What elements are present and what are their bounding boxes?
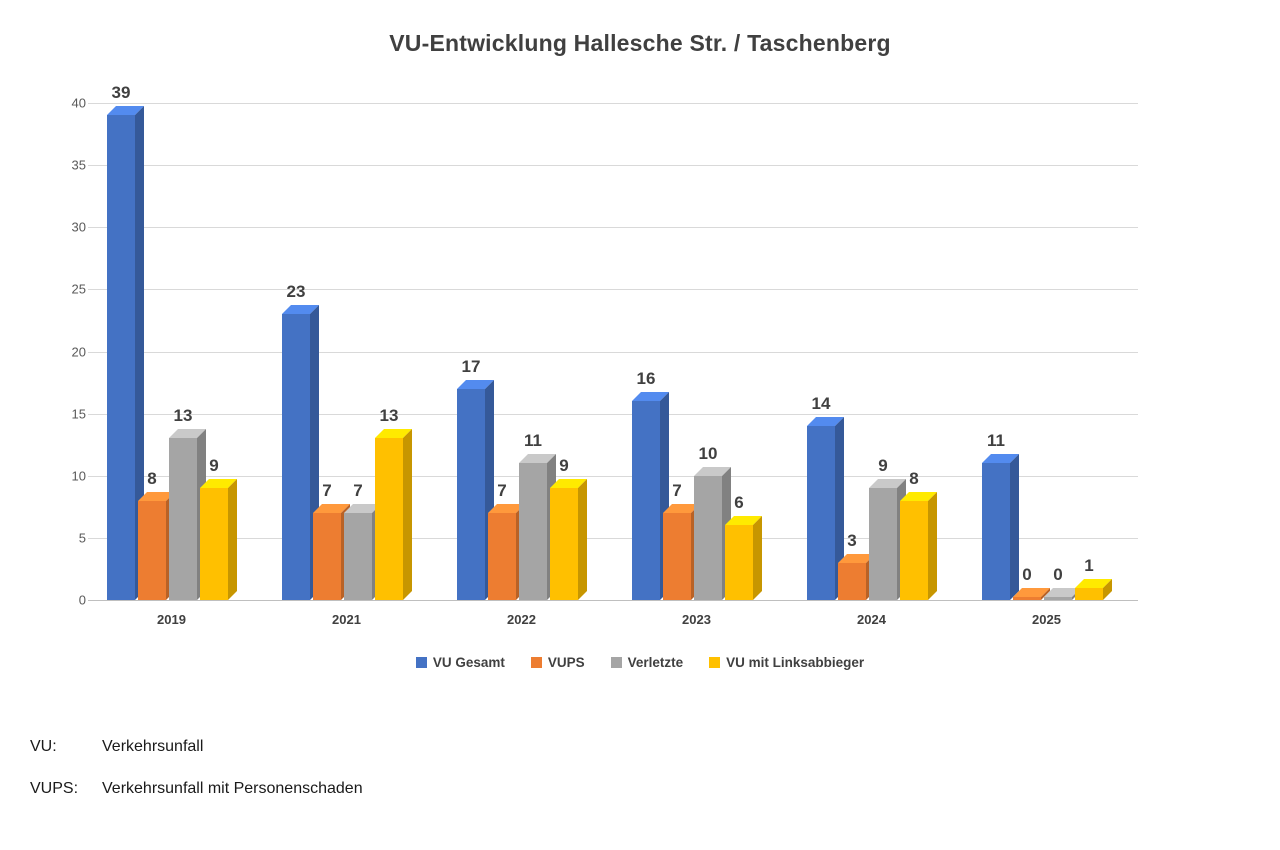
bar-value-label: 14 (811, 394, 831, 414)
bar-value-label: 9 (209, 456, 219, 476)
bar-face (838, 563, 866, 600)
bar-side (228, 479, 237, 600)
legend-item[interactable] (611, 655, 684, 670)
bar (1075, 555, 1103, 600)
bar-face (982, 463, 1010, 600)
bar-face (169, 438, 197, 600)
bar-face (807, 426, 835, 600)
bar (169, 406, 197, 600)
bar-group (438, 103, 613, 600)
bar-side (1010, 454, 1019, 600)
bar-face (138, 501, 166, 600)
footnote-key: VU: (30, 738, 57, 755)
legend-swatch (611, 657, 622, 668)
bar-value-label: 7 (497, 481, 507, 501)
bar (1044, 565, 1072, 600)
bar-value-label: 9 (878, 456, 888, 476)
bar-value-label: 13 (173, 406, 193, 426)
bar-value-label: 11 (524, 431, 542, 451)
bar-face (457, 389, 485, 600)
bar (488, 481, 516, 600)
bar-value-label: 10 (698, 443, 718, 463)
bar (282, 282, 310, 600)
bar-value-label: 11 (987, 431, 1005, 451)
y-tick-label: 10 (71, 468, 86, 484)
bar-face (663, 513, 691, 600)
bar (375, 406, 403, 600)
bar-value-label: 0 (1022, 565, 1032, 584)
x-axis-label: 2021 (332, 612, 361, 627)
bar-face (344, 513, 372, 600)
bar (725, 493, 753, 600)
bar (138, 468, 166, 600)
bar-value-label: 7 (353, 481, 363, 501)
y-tick-label: 0 (78, 592, 86, 608)
bar-face (313, 513, 341, 600)
bar-value-label: 0 (1053, 565, 1063, 584)
y-tick-label: 30 (71, 219, 86, 235)
bar-value-label: 7 (322, 481, 332, 501)
bar-group (88, 83, 263, 600)
bar-side (578, 479, 587, 600)
bar-face (632, 401, 660, 600)
x-axis-label: 2023 (682, 612, 711, 627)
x-axis-label: 2022 (507, 612, 536, 627)
bar (313, 481, 341, 600)
bar (344, 481, 372, 600)
bar-face (550, 488, 578, 600)
bar-face (107, 115, 135, 600)
bar-face (519, 463, 547, 600)
bar-group (788, 103, 963, 600)
bar (107, 83, 135, 600)
bar-value-label: 17 (461, 356, 481, 376)
y-tick-label: 15 (71, 406, 86, 422)
bar (519, 431, 547, 600)
bar-value-label: 23 (286, 282, 306, 302)
bar (457, 356, 485, 600)
bar (807, 394, 835, 600)
bar-face (725, 525, 753, 600)
bar-face (375, 438, 403, 600)
footnote-text: Verkehrsunfall mit Personenschaden (102, 780, 363, 797)
legend-swatch (416, 657, 427, 668)
legend-label: VU Gesamt (432, 655, 505, 670)
bar-group (613, 103, 788, 600)
bar (900, 468, 928, 600)
bar-face (694, 476, 722, 600)
plot-area (71, 83, 1138, 608)
footnote-key: VUPS: (30, 780, 79, 797)
bar-side (753, 516, 762, 600)
bar (838, 530, 866, 600)
bar-face (488, 513, 516, 600)
legend-swatch (531, 657, 542, 668)
bar-value-label: 8 (147, 468, 157, 488)
bar (550, 456, 578, 600)
legend-item[interactable] (416, 655, 505, 670)
y-tick-label: 5 (78, 530, 86, 546)
footnote-text: Verkehrsunfall (102, 738, 204, 755)
bar-value-label: 6 (734, 493, 744, 513)
bar (200, 456, 228, 600)
bar-side (928, 492, 937, 600)
bar (1013, 565, 1041, 600)
legend-item[interactable] (709, 655, 864, 670)
bar-face (200, 488, 228, 600)
bar-value-label: 13 (379, 406, 399, 426)
bar-group (963, 103, 1138, 600)
bar-value-label: 1 (1084, 555, 1094, 575)
bar (632, 369, 660, 600)
x-axis-label: 2025 (1032, 612, 1061, 627)
legend-item[interactable] (531, 655, 585, 670)
footnote-row (30, 738, 363, 756)
grid-line (88, 600, 1138, 601)
footnotes (30, 738, 363, 822)
bar-face (900, 501, 928, 600)
legend-label: VU mit Linksabbieger (726, 655, 865, 670)
bar-value-label: 8 (909, 468, 919, 488)
bar (982, 431, 1010, 600)
legend-label: Verletzte (627, 655, 684, 670)
bar-value-label: 7 (672, 481, 682, 501)
bar-side (403, 429, 412, 600)
bar-value-label: 3 (847, 530, 857, 550)
bar-value-label: 16 (636, 369, 656, 389)
y-tick-label: 35 (71, 157, 86, 173)
bar-face (1013, 597, 1041, 600)
chart-legend (0, 655, 1280, 670)
bar-face (869, 488, 897, 600)
y-tick-label: 40 (71, 95, 86, 111)
bar (663, 481, 691, 600)
footnote-row (30, 780, 363, 798)
y-tick-label: 25 (71, 281, 86, 297)
x-axis-label: 2024 (857, 612, 886, 627)
bar-group (263, 103, 438, 600)
bar-value-label: 9 (559, 456, 569, 476)
legend-swatch (709, 657, 720, 668)
legend-label: VUPS (547, 655, 585, 670)
y-tick-label: 20 (71, 344, 86, 359)
bar-face (1044, 597, 1072, 600)
bar-face (282, 314, 310, 600)
bar-face (1075, 588, 1103, 600)
page-title: VU-Entwicklung Hallesche Str. / Taschenberg (389, 30, 891, 56)
bar-value-label: 39 (111, 83, 131, 103)
bar (694, 443, 722, 600)
x-axis-label: 2019 (157, 612, 186, 627)
bar (869, 456, 897, 600)
